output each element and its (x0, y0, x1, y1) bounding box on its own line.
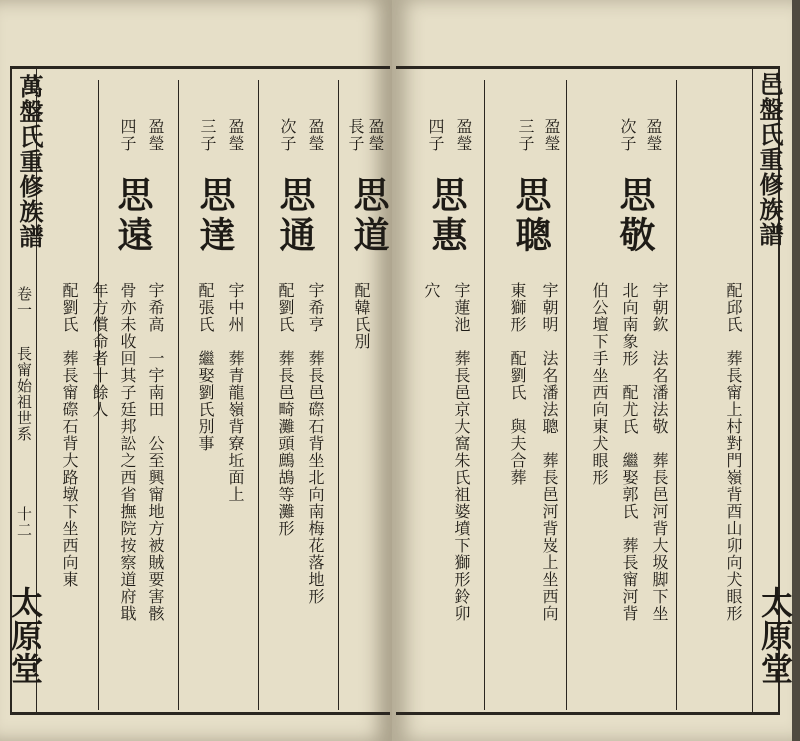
bottom-border-right (396, 712, 780, 715)
entry-text-line: 配張氏 繼娶劉氏別事 (196, 282, 215, 452)
entry-text-line: 宇中州 葬青龍嶺背寮坵面上 (226, 282, 245, 503)
entry-text-line: 北向南象形 配尤氏 繼娶郭氏 葬長甯河背 (620, 282, 639, 622)
rank-label: 次子 (618, 118, 637, 152)
entry-text-line: 宇朝明 法名潘法聰 葬長邑河背岌上坐西向 (540, 282, 559, 622)
entry-text-line: 配劉氏 葬長甯磜石背大路墩下坐西向東 (60, 282, 79, 588)
page-number: 十二 (15, 506, 33, 538)
person-name: 思遠 (112, 176, 154, 256)
rank-label: 四子 (426, 118, 445, 152)
bottom-border-left (10, 712, 390, 715)
column-divider (178, 80, 179, 710)
generation-label: 盈瑩 (454, 118, 473, 152)
column-divider (258, 80, 259, 710)
book-title-left: 萬盤氏重修族譜 (15, 74, 44, 249)
entry-text-line: 骨亦未收回其子廷邦訟之西省撫院按察道府戢 (118, 282, 137, 622)
entry-text-line: 宇朝欽 法名潘法敬 葬長邑河背大圾脚下坐 (650, 282, 669, 622)
rank-label: 長子 (346, 118, 365, 152)
entry-text-line: 穴 (422, 282, 441, 299)
rank-label: 次子 (278, 118, 297, 152)
rank-label: 三子 (198, 118, 217, 152)
person-name: 思惠 (426, 176, 468, 256)
entry-text-line: 宇蓮池 葬長邑京大窩朱氏祖婆墳下獅形鈴卯 (452, 282, 471, 622)
person-name: 思通 (274, 176, 316, 256)
entry-text-line: 配韓氏別 (352, 282, 371, 350)
section-label: 長甯始祖世系 (15, 346, 33, 442)
generation-label: 盈瑩 (306, 118, 325, 152)
top-border-right (396, 66, 780, 69)
generation-label: 盈瑩 (542, 118, 561, 152)
rank-label: 三子 (516, 118, 535, 152)
entry-text-line: 年方償命者十餘人 (90, 282, 109, 418)
entry-text-line: 東獅形 配劉氏 與夫合葬 (508, 282, 527, 486)
generation-label: 盈瑩 (644, 118, 663, 152)
entry-text-line: 配劉氏 葬長邑畸灘頭鷓鴣等灘形 (276, 282, 295, 537)
column-divider (676, 80, 677, 710)
entry-text-line: 宇希亨 葬長邑磜石背坐北向南梅花落地形 (306, 282, 325, 605)
entry-text-line: 伯公壇下手坐西向東犬眼形 (590, 282, 609, 486)
generation-label: 盈瑩 (366, 118, 385, 152)
generation-label: 盈瑩 (226, 118, 245, 152)
person-name: 思敬 (614, 176, 656, 256)
hall-name-right: 太原堂 (756, 586, 794, 685)
person-name: 思道 (348, 176, 390, 256)
person-name: 思聰 (510, 176, 552, 256)
column-divider (484, 80, 485, 710)
generation-label: 盈瑩 (146, 118, 165, 152)
volume-label: 卷一 (15, 286, 33, 318)
column-divider (338, 80, 339, 710)
rank-label: 四子 (118, 118, 137, 152)
entry-text-line: 配邱氏 葬長甯上村對門嶺背酉山卯向犬眼形 (724, 282, 743, 622)
column-divider (566, 80, 567, 710)
entry-text-line: 宇希高 一宇南田 公至興甯地方被賊要害骸 (146, 282, 165, 622)
hall-name-left: 太原堂 (6, 586, 44, 685)
book-title-right: 邑盤氏重修族譜 (755, 72, 784, 247)
top-border-left (10, 66, 390, 69)
person-name: 思達 (194, 176, 236, 256)
